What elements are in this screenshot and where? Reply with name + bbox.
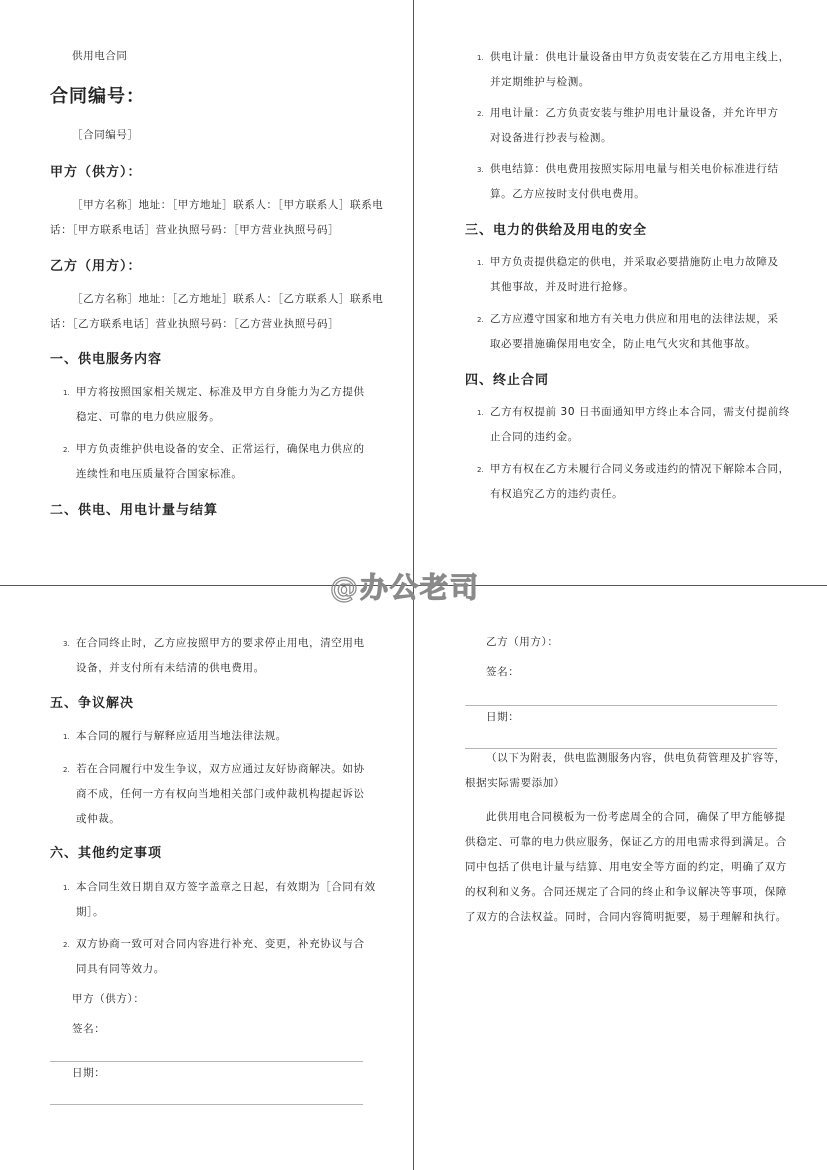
contract-number-value: ［合同编号］ [72,129,139,141]
section-2-title: 二、供电、用电计量与结算 [50,503,219,518]
party-b-date-label: 日期： [486,711,520,723]
summary-line: 的权利和义务。合同还规定了合同的终止和争议解决等事项，保障 [465,886,787,898]
party-a-line-2: 话：［甲方联系电话］营业执照号码：［甲方营业执照号码］ [50,224,340,236]
list-item-line: 用电计量：乙方负责安装与维护用电计量设备，并允许甲方 [490,107,779,119]
summary-line: 此供用电合同模板为一份考虑周全的合同，确保了甲方能够提 [486,811,786,823]
list-number: 1. [477,54,484,62]
section-6-title: 六、其他约定事项 [50,846,163,861]
list-item-line: 乙方应遵守国家和地方有关电力供应和用电的法律法规，采 [490,313,779,325]
section-1-title: 一、供电服务内容 [50,352,163,367]
list-item-line: 止合同的违约金。 [490,431,579,443]
watermark-text: @办公老司 [330,571,481,604]
list-item-line: 甲方负责维护供电设备的安全、正常运行，确保电力供应的 [76,443,365,455]
list-item-line: 甲方将按照国家相关规定、标准及甲方自身能力为乙方提供 [76,386,365,398]
summary-line: 同中包括了供电计量与结算、用电安全等方面的约定，明确了双方 [465,861,787,873]
list-item-line: 双方协商一致可对合同内容进行补充、变更，补充协议与合 [76,938,365,950]
list-number: 2. [477,466,484,474]
list-number: 2. [63,941,70,949]
list-number: 1. [63,884,70,892]
document-header: 供用电合同 [72,50,128,62]
party-b-signature-label: 签名： [486,666,520,678]
party-a-title: 甲方（供方）： [50,165,142,180]
list-item-line: 并定期维护与检测。 [490,76,590,88]
section-4-title: 四、终止合同 [465,373,550,388]
list-item-line: 算。乙方应按时支付供电费用。 [490,188,646,200]
list-item-line: 若在合同履行中发生争议，双方应通过友好协商解决。如协 [76,763,365,775]
party-b-title: 乙方（用方）： [50,259,142,274]
section-5-title: 五、争议解决 [50,696,135,711]
list-item-line: 甲方负责提供稳定的供电，并采取必要措施防止电力故障及 [490,256,779,268]
party-b-line-1: ［乙方名称］地址：［乙方地址］联系人：［乙方联系人］联系电 [72,293,384,305]
list-item-line: 同具有同等效力。 [76,963,165,975]
list-item-line: 甲方有权在乙方未履行合同义务或违约的情况下解除本合同， [490,463,790,475]
list-number: 1. [477,409,484,417]
list-item-line: 供电计量：供电计量设备由甲方负责安装在乙方用电主线上， [490,51,790,63]
list-item-line: 设备，并支付所有未结清的供电费用。 [76,662,265,674]
list-item-line: 本合同生效日期自双方签字盖章之日起，有效期为［合同有效 [76,881,376,893]
list-number: 2. [63,766,70,774]
list-number: 1. [63,733,70,741]
list-item-line: 对设备进行抄表与检测。 [490,132,613,144]
list-item-line: 本合同的履行与解释应适用当地法律法规。 [76,730,287,742]
list-item-line: 供电结算：供电费用按照实际用电量与相关电价标准进行结 [490,163,779,175]
party-a-sign-title: 甲方（供方）： [72,993,145,1005]
list-number: 2. [63,446,70,454]
party-a-line-1: ［甲方名称］地址：［甲方地址］联系人：［甲方联系人］联系电 [72,199,384,211]
list-number: 3. [477,166,484,174]
list-number: 3. [63,640,70,648]
list-item-line: 在合同终止时，乙方应按照甲方的要求停止用电，清空用电 [76,637,365,649]
list-item-line: 有权追究乙方的违约责任。 [490,488,624,500]
date-line [50,1104,363,1105]
list-item-line: 稳定、可靠的电力供应服务。 [76,411,221,423]
list-item-line: 或仲裁。 [76,813,121,825]
party-a-date-label: 日期： [72,1067,106,1079]
list-item-line: 取必要措施确保用电安全，防止电气火灾和其他事故。 [490,338,757,350]
list-number: 1. [477,259,484,267]
list-item-line: 期］。 [76,906,105,918]
summary-line: 了双方的合法权益。同时，合同内容简明扼要，易于理解和执行。 [465,911,787,923]
party-a-signature-label: 签名： [72,1023,106,1035]
party-b-sign-title: 乙方（用方）： [486,636,559,648]
list-number: 2. [477,110,484,118]
party-b-line-2: 话：［乙方联系电话］营业执照号码：［乙方营业执照号码］ [50,318,340,330]
summary-line: 供稳定、可靠的电力供应服务，保证乙方的用电需求得到满足。合 [465,836,787,848]
list-item-line: 连续性和电压质量符合国家标准。 [76,468,243,480]
appendix-note-line-2: 根据实际需要添加） [465,777,565,789]
section-3-title: 三、电力的供给及用电的安全 [465,223,648,238]
contract-number-title: 合同编号： [50,86,145,107]
list-item-line: 乙方有权提前 30 日书面通知甲方终止本合同，需支付提前终 [490,406,790,418]
list-number: 2. [477,316,484,324]
appendix-note-line-1: （以下为附表，供电监测服务内容，供电负荷管理及扩容等， [486,752,786,764]
list-number: 1. [63,389,70,397]
list-item-line: 商不成，任何一方有权向当地相关部门或仲裁机构提起诉讼 [76,788,365,800]
list-item-line: 其他事故，并及时进行抢修。 [490,281,635,293]
